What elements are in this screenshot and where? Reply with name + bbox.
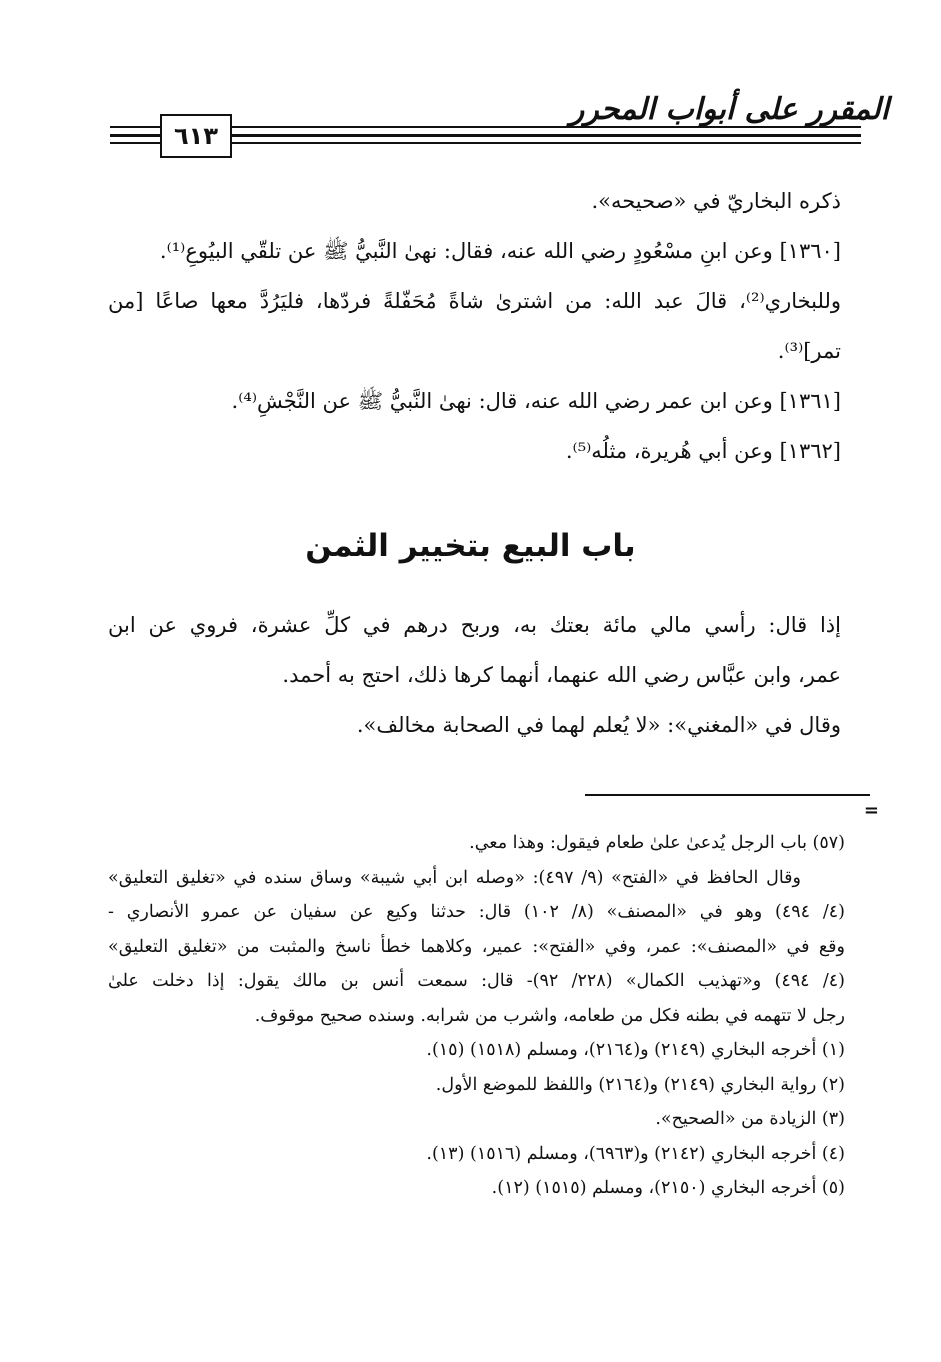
text-line: عمر، وابن عبَّاس رضي الله عنهما، أنهما كرها ذلك، احتج به أحمد. [282, 663, 841, 687]
footnote-4: (٤) أخرجه البخاري (٢١٤٢) و(٦٩٦٣)، ومسلم (١٥١٦) (١٣). [426, 1143, 845, 1164]
page-number: ٦١٣ [160, 114, 232, 158]
section-text [108, 600, 841, 750]
footnote-3: (٣) الزيادة من «الصحيح». [655, 1109, 845, 1129]
text-line: وقال في «المغني»: «لا يُعلم لهما في الصحابة مخالف». [356, 713, 841, 737]
footnote-separator [585, 794, 870, 796]
text-line: إذا قال: رأسي مالي مائة بعتك به، وربح درهم في كلِّ عشرة، فروي عن ابن [108, 613, 841, 637]
footnote-line: (٤/ ٤٩٤) وهو في «المصنف» (٨/ ١٠٢) قال: حدثنا وكيع عن سفيان عن عمرو الأنصاري - [108, 902, 845, 922]
footnote-line: (٤/ ٤٩٤) و«تهذيب الكمال» (٢٢٨/ ٩٢)- قال: سمعت أنس بن مالك يقول: إذا دخلت علىٰ [108, 971, 845, 991]
hadith-1361: [١٣٦١] وعن ابن عمر رضي الله عنه، قال: نهىٰ النَّبيُّ ﷺ عن النَّجْشِ⁽⁴⁾. [231, 389, 841, 413]
footnote-5: (٥) أخرجه البخاري (٢١٥٠)، ومسلم (١٥١٥) (١٢). [491, 1178, 845, 1198]
footnote-line: وقال الحافظ في «الفتح» (٩/ ٤٩٧): «وصله ابن أبي شيبة» وساق سنده في «تغليق التعليق» [108, 867, 801, 888]
main-text [108, 176, 841, 476]
footnote-2: (٢) رواية البخاري (٢١٤٩) و(٢١٦٤) واللفظ للموضع الأول. [435, 1074, 845, 1095]
hadith-1360: [١٣٦٠] وعن ابنِ مسْعُودٍ رضي الله عنه، فقال: نهىٰ النَّبيُّ ﷺ عن تلقّي البيُوعِ⁽¹⁾. [159, 239, 841, 263]
text-line: تمر]⁽³⁾. [777, 339, 841, 363]
continuation-marker: = [863, 800, 879, 821]
text-line: ذكره البخاريّ في «صحيحه». [591, 189, 841, 213]
section-heading: باب البيع بتخيير الثمن [305, 528, 636, 564]
footnote-line: (٥٧) باب الرجل يُدعىٰ علىٰ طعام فيقول: وهذا معي. [469, 833, 845, 853]
running-header-title: المقرر على أبواب المحرر [569, 92, 889, 127]
footnotes [108, 826, 845, 1206]
footnote-1: (١) أخرجه البخاري (٢١٤٩) و(٢١٦٤)، ومسلم (١٥١٨) (١٥). [426, 1040, 845, 1060]
hadith-1362: [١٣٦٢] وعن أبي هُريرة، مثلُه⁽⁵⁾. [565, 439, 841, 463]
footnote-line: رجل لا تتهمه في بطنه فكل من طعامه، واشرب من شرابه. وسنده صحيح موقوف. [254, 1005, 845, 1026]
text-line: وللبخاري⁽²⁾، قالَ عبد الله: من اشترىٰ شاةً مُحَفّلةً فردّها، فليَرُدَّ معها صاعًا [من [108, 289, 841, 313]
footnote-line: وقع في «المصنف»: عمر، وفي «الفتح»: عمير، وكلاهما خطأ ناسخ والمثبت من «تغليق التعليق» [108, 936, 845, 957]
